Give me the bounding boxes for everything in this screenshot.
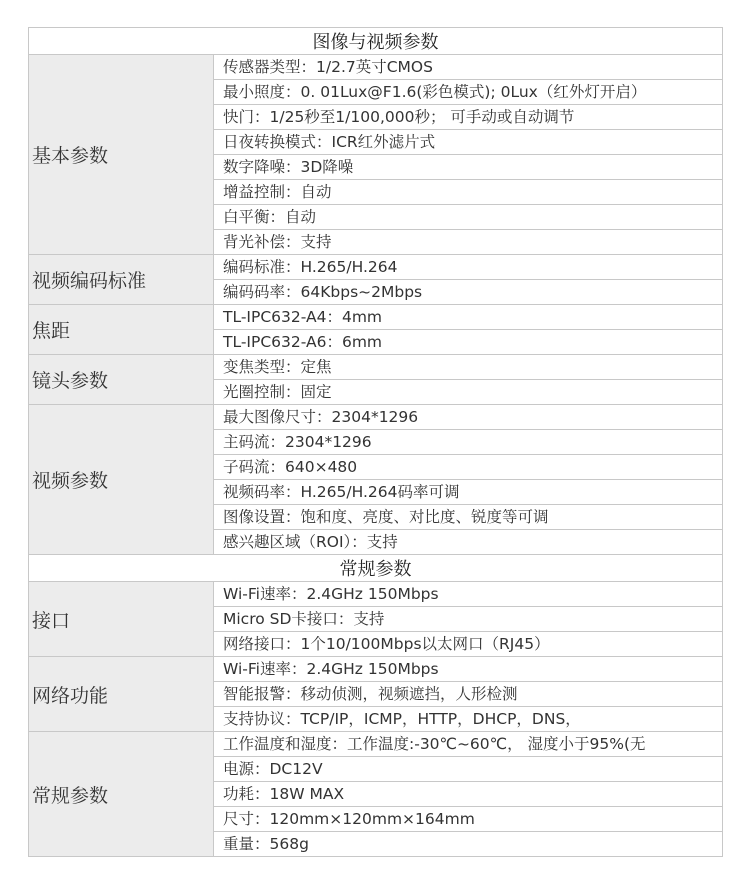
spec-item: Wi-Fi速率：2.4GHz 150Mbps bbox=[214, 657, 723, 682]
group-label: 视频编码标准 bbox=[29, 255, 214, 305]
group-label: 网络功能 bbox=[29, 657, 214, 732]
spec-item: 视频码率：H.265/H.264码率可调 bbox=[214, 480, 723, 505]
spec-item: Wi-Fi速率：2.4GHz 150Mbps bbox=[214, 582, 723, 607]
table-row bbox=[29, 582, 723, 607]
spec-item: 日夜转换模式：ICR红外滤片式 bbox=[214, 130, 723, 155]
spec-item: 增益控制：自动 bbox=[214, 180, 723, 205]
spec-item: 光圈控制：固定 bbox=[214, 380, 723, 405]
spec-item: 编码标准：H.265/H.264 bbox=[214, 255, 723, 280]
section-title: 图像与视频参数 bbox=[29, 28, 723, 55]
spec-item: 电源：DC12V bbox=[214, 757, 723, 782]
spec-item: 尺寸：120mm×120mm×164mm bbox=[214, 807, 723, 832]
section-title: 常规参数 bbox=[29, 555, 723, 582]
spec-item: Micro SD卡接口：支持 bbox=[214, 607, 723, 632]
spec-item: 智能报警：移动侦测，视频遮挡，人形检测 bbox=[214, 682, 723, 707]
spec-item: 网络接口：1个10/100Mbps以太网口（RJ45） bbox=[214, 632, 723, 657]
spec-item: 变焦类型：定焦 bbox=[214, 355, 723, 380]
group-label: 镜头参数 bbox=[29, 355, 214, 405]
group-label: 接口 bbox=[29, 582, 214, 657]
spec-item: 最小照度：0. 01Lux@F1.6(彩色模式); 0Lux（红外灯开启） bbox=[214, 80, 723, 105]
table-row bbox=[29, 657, 723, 682]
spec-item: 工作温度和湿度：工作温度:-30℃~60℃， 湿度小于95%(无 bbox=[214, 732, 723, 757]
spec-table bbox=[28, 27, 723, 857]
group-label: 基本参数 bbox=[29, 55, 214, 255]
table-row bbox=[29, 732, 723, 757]
section-header-row bbox=[29, 28, 723, 55]
section-header-row bbox=[29, 555, 723, 582]
spec-item: 重量：568g bbox=[214, 832, 723, 857]
spec-item: TL-IPC632-A6：6mm bbox=[214, 330, 723, 355]
spec-item: 编码码率：64Kbps~2Mbps bbox=[214, 280, 723, 305]
spec-item: 功耗：18W MAX bbox=[214, 782, 723, 807]
spec-item: 感兴趣区域（ROI）：支持 bbox=[214, 530, 723, 555]
group-label: 常规参数 bbox=[29, 732, 214, 857]
spec-item: 支持协议：TCP/IP，ICMP，HTTP，DHCP，DNS， bbox=[214, 707, 723, 732]
table-row bbox=[29, 405, 723, 430]
table-row bbox=[29, 55, 723, 80]
spec-item: 数字降噪：3D降噪 bbox=[214, 155, 723, 180]
group-label: 焦距 bbox=[29, 305, 214, 355]
table-row bbox=[29, 355, 723, 380]
table-row bbox=[29, 305, 723, 330]
spec-item: 背光补偿：支持 bbox=[214, 230, 723, 255]
spec-item: 快门：1/25秒至1/100,000秒； 可手动或自动调节 bbox=[214, 105, 723, 130]
spec-item: 子码流：640×480 bbox=[214, 455, 723, 480]
spec-item: 白平衡：自动 bbox=[214, 205, 723, 230]
spec-item: TL-IPC632-A4：4mm bbox=[214, 305, 723, 330]
group-label: 视频参数 bbox=[29, 405, 214, 555]
spec-item: 传感器类型：1/2.7英寸CMOS bbox=[214, 55, 723, 80]
spec-item: 图像设置：饱和度、亮度、对比度、锐度等可调 bbox=[214, 505, 723, 530]
spec-item: 主码流：2304*1296 bbox=[214, 430, 723, 455]
spec-item: 最大图像尺寸：2304*1296 bbox=[214, 405, 723, 430]
table-row bbox=[29, 255, 723, 280]
